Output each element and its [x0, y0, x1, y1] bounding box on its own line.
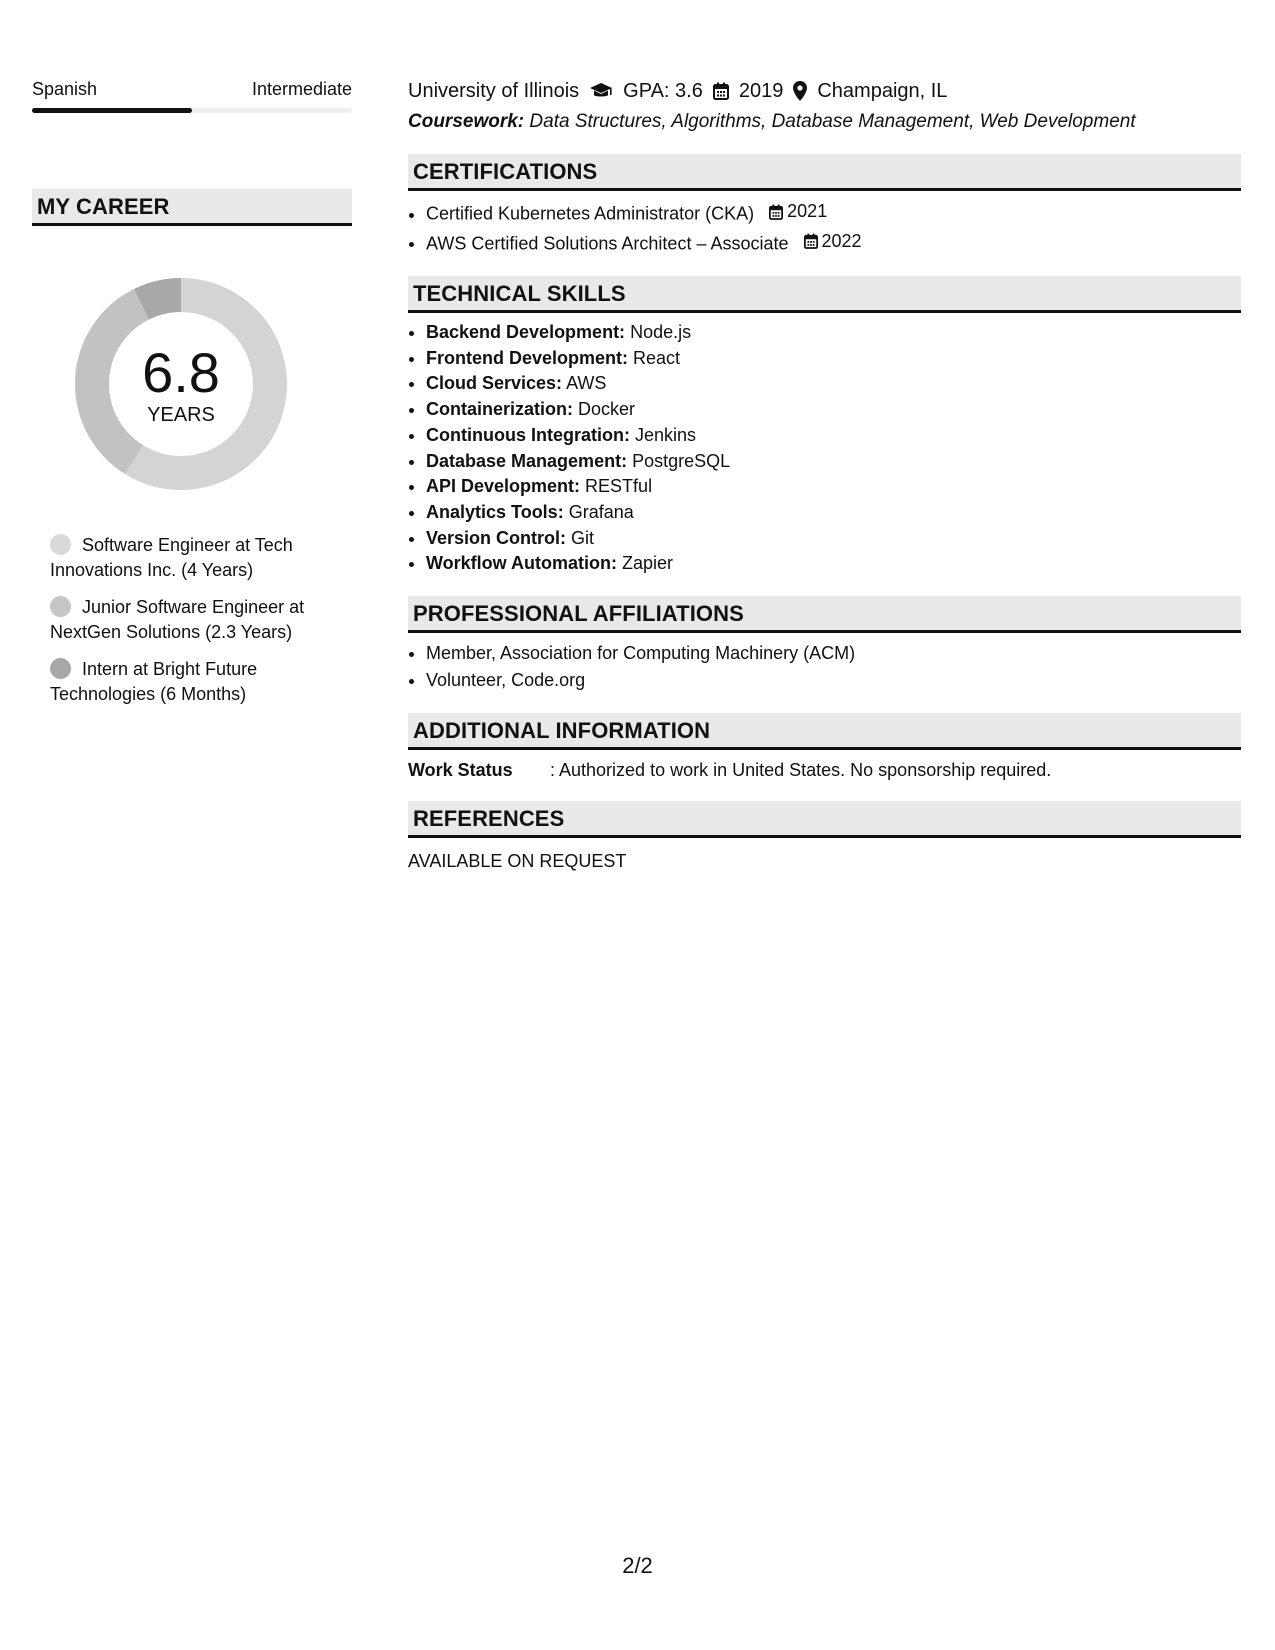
list-item: [426, 346, 1241, 372]
coursework-label: Coursework:: [408, 111, 525, 132]
legend-dot-icon: [50, 596, 71, 617]
list-item: [426, 449, 1241, 475]
skill-value: RESTful: [585, 476, 653, 497]
career-total-value: 6.8: [142, 341, 220, 404]
career-donut-chart: [66, 269, 296, 499]
certifications-heading: CERTIFICATIONS: [408, 154, 1241, 191]
education-line: [408, 78, 1241, 104]
cert-name: Certified Kubernetes Administrator (CKA): [426, 203, 755, 224]
work-status-label: Work Status: [408, 760, 513, 781]
skill-value: Jenkins: [634, 424, 697, 445]
list-item: [426, 474, 1241, 500]
legend-item: [50, 657, 330, 707]
list-item: [426, 423, 1241, 449]
cert-year: 2021: [787, 201, 828, 221]
list-item: [426, 320, 1241, 346]
calendar-icon: [804, 233, 818, 249]
skill-label: Workflow Automation:: [426, 553, 617, 574]
skill-label: Frontend Development:: [426, 347, 629, 368]
cert-date: [769, 198, 827, 225]
skill-value: PostgreSQL: [632, 450, 731, 471]
page-number: 2/2: [622, 1553, 653, 1578]
legend-label: Software Engineer at Tech Innovations Inc. (4 Years): [50, 535, 293, 580]
skill-label: Backend Development:: [426, 322, 626, 342]
list-item: [426, 228, 1241, 258]
gpa: GPA: 3.6: [623, 80, 703, 102]
skill-label: Containerization:: [426, 399, 573, 420]
affiliations-list: [408, 640, 1241, 694]
cert-date: [804, 228, 862, 255]
legend-dot-icon: [50, 534, 71, 555]
legend-item: [50, 533, 330, 583]
skill-label: Database Management:: [426, 450, 628, 471]
career-total-unit: YEARS: [147, 404, 215, 426]
coursework-list: Data Structures, Algorithms, Database Management, Web Development: [529, 111, 1136, 132]
left-column: [32, 78, 352, 719]
skill-value: AWS: [566, 373, 607, 394]
career-heading: MY CAREER: [32, 189, 352, 226]
additional-info-heading: ADDITIONAL INFORMATION: [408, 713, 1241, 750]
map-pin-icon: [793, 81, 807, 101]
list-item: • Member, Association for Computing Machinery (ACM): [426, 640, 1241, 667]
cert-name: AWS Certified Solutions Architect – Associate: [426, 233, 789, 253]
work-status-row: [408, 758, 1241, 782]
skill-label: Continuous Integration:: [426, 424, 630, 445]
language-name: Spanish: [32, 79, 98, 99]
school-name: University of Illinois: [408, 80, 580, 102]
career-legend: [50, 533, 352, 707]
list-item: [426, 371, 1241, 397]
donut-center: [66, 269, 296, 499]
education-location: Champaign, IL: [817, 80, 948, 102]
calendar-icon: [769, 204, 783, 220]
education-year: 2019: [738, 80, 784, 102]
legend-label: Intern at Bright Future Technologies (6 Months): [50, 659, 258, 704]
coursework: [408, 109, 1241, 135]
legend-dot-icon: [50, 658, 71, 679]
language-proficiency-fill: [32, 108, 192, 113]
skill-value: React: [633, 347, 681, 368]
language-proficiency-bar: [32, 108, 352, 113]
skill-value: Docker: [578, 399, 636, 420]
skill-label: Version Control:: [426, 527, 567, 548]
language-level: Intermediate: [251, 79, 352, 99]
legend-item: [50, 595, 330, 645]
skill-value: Node.js: [630, 322, 692, 342]
certifications-list: [408, 198, 1241, 257]
skill-value: Git: [571, 527, 595, 548]
skill-label: Cloud Services:: [426, 373, 563, 394]
graduation-cap-icon: [589, 82, 613, 100]
right-column: [408, 78, 1241, 873]
references-text: AVAILABLE ON REQUEST: [408, 851, 627, 872]
skill-value: Grafana: [568, 501, 634, 522]
list-item: • Volunteer, Code.org: [426, 667, 1241, 694]
references-heading: REFERENCES: [408, 801, 1241, 838]
calendar-icon: [713, 82, 729, 100]
technical-skills-heading: TECHNICAL SKILLS: [408, 276, 1241, 313]
skill-label: Analytics Tools:: [426, 501, 564, 522]
cert-year: 2022: [821, 230, 862, 251]
list-item: [426, 397, 1241, 423]
work-status-value: : Authorized to work in United States. No sponsorship required.: [550, 760, 1052, 781]
legend-label: Junior Software Engineer at NextGen Solutions (2.3 Years): [50, 597, 305, 642]
list-item: [426, 198, 1241, 228]
skills-list: [408, 320, 1241, 577]
skill-label: API Development:: [426, 476, 581, 497]
skill-value: Zapier: [622, 553, 674, 574]
list-item: [426, 500, 1241, 526]
list-item: [426, 551, 1241, 577]
affiliations-heading: PROFESSIONAL AFFILIATIONS: [408, 596, 1241, 633]
list-item: [426, 526, 1241, 552]
language-row: [32, 78, 352, 100]
